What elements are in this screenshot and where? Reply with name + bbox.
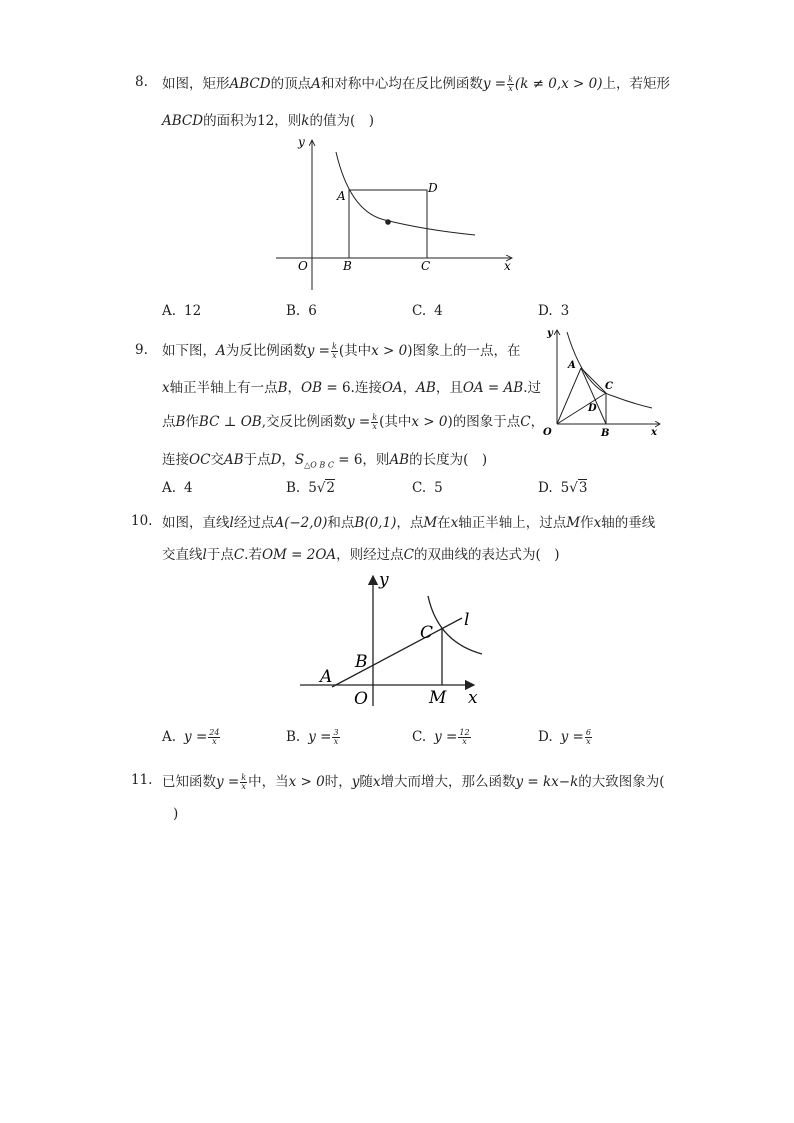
- question-number: 8.: [135, 74, 148, 90]
- fig-label: x: [504, 259, 511, 273]
- fig-label: D: [428, 181, 438, 195]
- question-number: 9.: [135, 342, 148, 358]
- question-text-line: 交直线l于点C.若OM = 2OA，则经过点C的双曲线的表达式为( ): [162, 547, 560, 563]
- option-c[interactable]: C. 5: [412, 480, 443, 496]
- options-row: [162, 303, 682, 323]
- option-b[interactable]: B. 5√2: [286, 480, 336, 496]
- fraction: $\frac{k}{x}$: [331, 342, 337, 360]
- fig-label: C: [421, 259, 431, 273]
- fig-label: D: [588, 403, 597, 414]
- option-d[interactable]: D. y = $\frac{6}{x}$: [538, 728, 591, 746]
- option-a[interactable]: A. 12: [162, 303, 202, 319]
- fig-label: y: [379, 570, 389, 590]
- fig-label: A: [337, 189, 346, 203]
- fig-label: B: [355, 652, 368, 672]
- option-a[interactable]: A. y = $\frac{24}{x}$: [162, 728, 220, 746]
- fig-label: l: [464, 610, 470, 630]
- fig-label: C: [420, 623, 434, 643]
- question-text-line: 已知函数y = $\frac{k}{x}$ 中，当x > 0时，y随x增大而增大，那么函数y = kx−k的大致图象为(: [162, 773, 665, 791]
- question-text-line: 点B作BC ⊥ OB,交反比例函数y = $\frac{k}{x}$ (其中x > 0)的图象于点C，: [162, 413, 545, 431]
- options-row: [162, 729, 682, 749]
- option-d[interactable]: D. 5√3: [538, 480, 588, 496]
- fig-label: A: [568, 360, 576, 371]
- option-c[interactable]: C. y = $\frac{12}{x}$: [412, 728, 470, 746]
- figure-rectangle-hyperbola: [270, 132, 530, 292]
- option-b[interactable]: B. y = $\frac{3}{x}$: [286, 728, 339, 746]
- fig-label: O: [354, 689, 368, 709]
- fraction: $\frac{k}{x}$: [372, 413, 378, 431]
- option-d[interactable]: D. 3: [538, 303, 570, 319]
- fig-label: y: [547, 328, 553, 339]
- fraction: $\frac{k}{x}$: [508, 75, 513, 93]
- fig-label: C: [605, 381, 613, 392]
- options-row: [162, 480, 682, 500]
- question-text-line: 如图，直线l经过点A(−2,0)和点B(0,1)，点M在x轴正半轴上，过点M作x轴的垂线: [162, 515, 656, 531]
- fig-label: M: [429, 688, 447, 708]
- sqrt: √2: [316, 480, 336, 496]
- fraction: $\frac{k}{x}$: [241, 773, 247, 791]
- fig-label: O: [543, 427, 552, 438]
- question-number: 11.: [131, 772, 153, 788]
- question-number: 10.: [131, 513, 153, 529]
- question-text-line: 连接OC交AB于点D，$S_{\triangle O B C} = 6$，则AB的长度为( ): [162, 452, 488, 470]
- sqrt: √3: [569, 480, 588, 496]
- option-c[interactable]: C. 4: [412, 303, 443, 319]
- fig-label: x: [651, 427, 657, 438]
- fig-label: O: [298, 259, 308, 273]
- question-text-line: 如下图，A为反比例函数y = $\frac{k}{x}$ (其中x > 0)图象上的一点，在: [162, 342, 521, 360]
- question-text-line: ): [173, 806, 179, 822]
- figure-triangle-hyperbola: [538, 326, 666, 440]
- option-b[interactable]: B. 6: [286, 303, 317, 319]
- fig-label: x: [468, 688, 478, 708]
- fig-label: y: [298, 135, 305, 149]
- fig-label: A: [320, 667, 333, 687]
- question-text-line: 如图，矩形ABCD的顶点A和对称中心均在反比例函数y = $\frac{k}{x}$ (k ≠ 0,x > 0)上，若矩形: [162, 75, 671, 93]
- fig-label: B: [601, 428, 610, 439]
- question-text-line: x轴正半轴上有一点B，OB = 6.连接OA，AB，且OA = AB.过: [162, 380, 542, 396]
- option-a[interactable]: A. 4: [162, 480, 193, 496]
- question-text-line: ABCD的面积为12，则k的值为( ): [162, 113, 374, 129]
- fig-label: B: [343, 259, 352, 273]
- figure-line-hyperbola: [296, 568, 496, 710]
